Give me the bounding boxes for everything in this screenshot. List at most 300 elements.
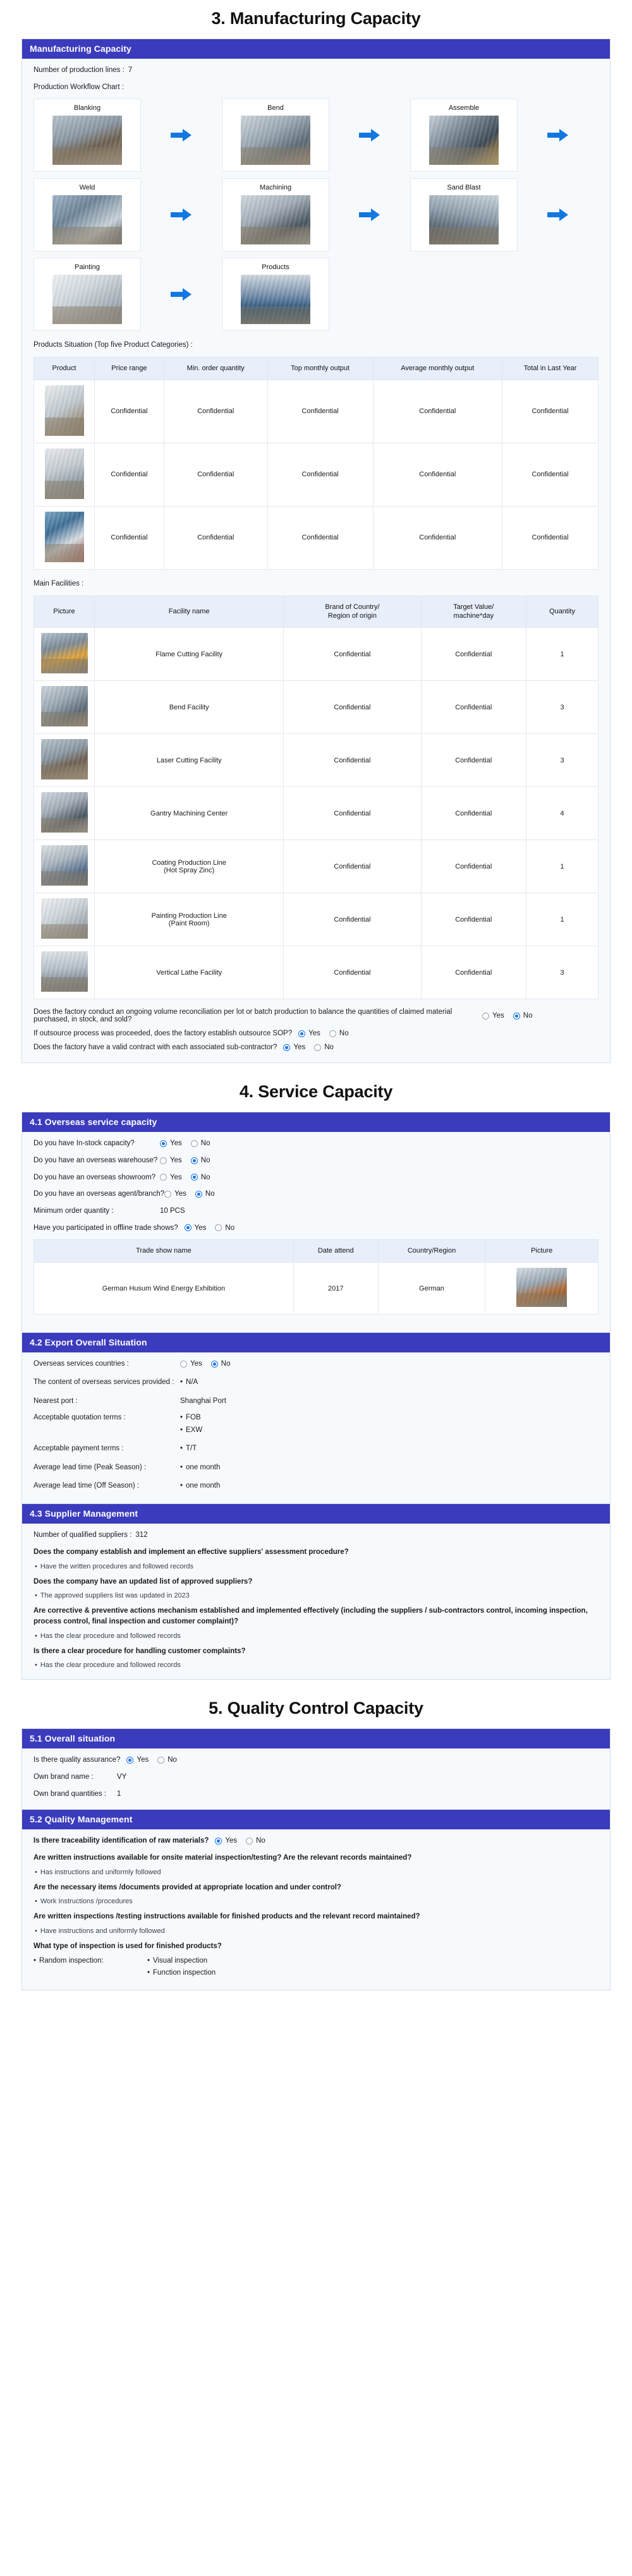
flow-arrow-icon [141, 263, 222, 326]
own-brand-name-value: VY [117, 1773, 127, 1781]
lead-time-off-row [33, 1481, 599, 1493]
table-header-row [34, 1240, 599, 1263]
workflow-card-machining [222, 178, 329, 251]
minimum-order-quantity-value: 10 PCS [160, 1207, 185, 1215]
supplier-answer-2: • The approved suppliers list was updated in 2023 [33, 1592, 599, 1599]
minimum-order-quantity-row [33, 1206, 599, 1217]
radio-dot [180, 1361, 187, 1368]
quality-question-3: Are written inspections /testing instructions available for finished products and the relevant record maintained? [33, 1913, 420, 1921]
workflow-step-label: Weld [79, 184, 95, 192]
question-traceability-label: Is there traceability identification of raw materials? [33, 1837, 209, 1845]
workflow-photo-bend [241, 116, 310, 165]
radio-label: No [523, 1012, 533, 1020]
question-overseas-agent [33, 1189, 599, 1200]
cell-brand-origin: Confidential [284, 840, 421, 893]
table-row [34, 946, 599, 999]
cell-date-attend: 2017 [293, 1263, 378, 1315]
col-date-attend: Date attend [293, 1240, 378, 1263]
quality-answer-3: • Have instructions and uniformly followed [33, 1927, 599, 1935]
col-min-order-quantity: Min. order quantity [164, 358, 267, 380]
facility-picture-cell [34, 787, 95, 840]
production-lines-label: Number of production lines : [33, 66, 125, 74]
facility-picture-cell [34, 840, 95, 893]
radio-dot [298, 1030, 305, 1037]
own-brand-name-row [33, 1772, 599, 1783]
flow-arrow-icon [518, 104, 599, 167]
cell-facility-name: Vertical Lathe Facility [95, 946, 284, 999]
workflow-photo-sand-blast [429, 195, 499, 244]
facility-thumbnail [41, 898, 88, 939]
quality-question-1: Are written instructions available for onsite material inspection/testing? Are the relevant records maintained? [33, 1853, 412, 1862]
flow-arrow-icon [518, 183, 599, 246]
facility-picture-cell [34, 893, 95, 946]
radio-label: Yes [194, 1224, 207, 1232]
facility-name-line1: Coating Production Line [152, 858, 226, 867]
question-subcontractor-contract-label: Does the factory have a valid contract with each associated sub-contractor? [33, 1044, 277, 1052]
col-country-region: Country/Region [378, 1240, 485, 1263]
workflow-step-label: Blanking [73, 104, 101, 112]
lead-time-off-label: Average lead time (Off Season) : [33, 1481, 140, 1490]
overseas-services-content-row [33, 1377, 599, 1390]
supplier-question-2: Does the company have an updated list of approved suppliers? [33, 1577, 253, 1586]
payment-term-value: • T/T [180, 1443, 197, 1454]
workflow-card-blanking [33, 99, 141, 172]
cell-min-order-quantity: Confidential [164, 506, 267, 569]
cell-top-monthly-output: Confidential [267, 380, 373, 443]
radio-group-outsource-sop[interactable] [298, 1030, 348, 1037]
radio-group-quality-assurance[interactable] [126, 1755, 176, 1766]
cell-quantity: 3 [526, 946, 599, 999]
radio-outsource-sop-yes[interactable] [298, 1030, 320, 1037]
table-row [34, 506, 599, 569]
radio-outsource-sop-no[interactable] [329, 1030, 349, 1037]
product-picture-cell [34, 380, 95, 443]
cell-target-value: Confidential [421, 734, 526, 787]
cell-quantity: 4 [526, 787, 599, 840]
workflow-step-label: Assemble [448, 104, 480, 112]
cell-brand-origin: Confidential [284, 628, 421, 681]
section-3-title: 3. Manufacturing Capacity [211, 9, 421, 28]
supplier-answer-4: • Has the clear procedure and followed records [33, 1661, 599, 1669]
question-outsource-sop [33, 1030, 599, 1037]
production-lines-value: 7 [128, 66, 133, 74]
trade-show-table [33, 1239, 599, 1315]
radio-volume-reconciliation-yes[interactable] [482, 1012, 504, 1020]
question-trade-shows [33, 1223, 599, 1234]
cell-brand-origin: Confidential [284, 946, 421, 999]
radio-dot [329, 1030, 336, 1037]
radio-showroom-no[interactable] [191, 1172, 210, 1183]
radio-group-overseas-countries[interactable] [180, 1359, 230, 1369]
supplier-answer-1: • Have the written procedures and followed records [33, 1563, 599, 1570]
cell-target-value: Confidential [421, 946, 526, 999]
radio-volume-reconciliation-no[interactable] [513, 1012, 533, 1020]
workflow-step-label: Painting [75, 263, 100, 272]
radio-dot [215, 1838, 222, 1845]
main-facilities-table [33, 596, 599, 1000]
quality-management-panel [21, 1810, 611, 1990]
supplier-question-3: Are corrective & preventive actions mechanism established and implemented effectively (including the suppliers / sub-contractors control, incoming inspection, process control, final inspection and customer complaint)? [33, 1607, 588, 1625]
question-outsource-sop-label: If outsource process was proceeded, does the factory establish outsource SOP? [33, 1030, 293, 1038]
question-trade-shows-label: Have you participated in offline trade shows? [33, 1224, 178, 1232]
inspection-type-right: • Visual inspection [147, 1957, 216, 1965]
radio-label: Yes [137, 1756, 149, 1764]
question-instock-capacity [33, 1138, 599, 1149]
question-quality-assurance-label: Is there quality assurance? [33, 1756, 121, 1764]
inspection-type-answer [33, 1957, 599, 1981]
radio-overseas-countries-no[interactable] [211, 1359, 231, 1369]
overseas-countries-label: Overseas services countries : [33, 1360, 129, 1368]
lead-time-off-value: • one month [180, 1481, 220, 1491]
radio-instock-no[interactable] [191, 1138, 210, 1149]
flow-arrow-icon [329, 183, 410, 246]
question-quality-assurance [33, 1755, 599, 1766]
workflow-photo-machining [241, 195, 310, 244]
radio-tradeshow-yes[interactable] [185, 1223, 207, 1234]
product-thumbnail [45, 448, 84, 499]
radio-warehouse-yes[interactable] [160, 1155, 182, 1166]
workflow-chart-label-row [33, 82, 599, 93]
facility-name-line2: (Hot Spray Zinc) [164, 866, 215, 874]
table-row [34, 443, 599, 506]
workflow-step [33, 178, 222, 251]
cell-facility-name [95, 840, 284, 893]
cell-price-range: Confidential [95, 380, 164, 443]
cell-average-monthly-output: Confidential [373, 443, 502, 506]
quotation-term-value: • EXW [180, 1425, 202, 1436]
flow-arrow-icon [141, 183, 222, 246]
qualified-suppliers-value: 312 [135, 1531, 148, 1539]
product-picture-cell [34, 506, 95, 569]
production-lines-row [33, 65, 599, 76]
cell-total-last-year: Confidential [502, 506, 599, 569]
radio-dot [283, 1044, 290, 1051]
supplier-question-4: Is there a clear procedure for handling customer complaints? [33, 1647, 246, 1655]
quotation-terms-label: Acceptable quotation terms : [33, 1413, 126, 1421]
radio-group-volume-reconciliation[interactable] [482, 1012, 532, 1020]
question-overseas-agent-label: Do you have an overseas agent/branch? [33, 1190, 165, 1198]
cell-average-monthly-output: Confidential [373, 506, 502, 569]
col-total-last-year: Total in Last Year [502, 358, 599, 380]
quality-question-2: Are the necessary items /documents provided at appropriate location and under control? [33, 1883, 341, 1891]
radio-group-instock-capacity[interactable] [160, 1138, 210, 1149]
section-5-title: 5. Quality Control Capacity [209, 1699, 423, 1718]
question-overseas-showroom-label: Do you have an overseas showroom? [33, 1173, 156, 1181]
question-traceability [33, 1836, 599, 1846]
workflow-card-sand-blast [410, 178, 518, 251]
radio-dot [160, 1157, 167, 1164]
manufacturing-capacity-bar: Manufacturing Capacity [22, 39, 610, 59]
table-row [34, 893, 599, 946]
export-overall-situation-panel [21, 1333, 611, 1504]
facility-picture-cell [34, 734, 95, 787]
radio-label: No [205, 1190, 215, 1198]
radio-label: Yes [174, 1190, 186, 1198]
cell-quantity: 3 [526, 681, 599, 734]
supplier-question-1: Does the company establish and implement an effective suppliers' assessment procedure? [33, 1548, 349, 1556]
cell-brand-origin: Confidential [284, 681, 421, 734]
minimum-order-quantity-label: Minimum order quantity : [33, 1207, 114, 1215]
cell-min-order-quantity: Confidential [164, 443, 267, 506]
cell-trade-show-name: German Husum Wind Energy Exhibition [34, 1263, 294, 1315]
cell-country-region: German [378, 1263, 485, 1315]
flow-arrow-icon [329, 104, 410, 167]
radio-traceability-no[interactable] [246, 1836, 265, 1846]
cell-target-value: Confidential [421, 787, 526, 840]
workflow-step-label: Sand Blast [447, 184, 481, 192]
radio-label: Yes [293, 1044, 306, 1052]
cell-target-value: Confidential [421, 628, 526, 681]
radio-group-overseas-agent[interactable] [164, 1189, 214, 1200]
question-subcontractor-contract [33, 1044, 599, 1051]
workflow-step-label: Products [262, 263, 289, 272]
radio-dot [160, 1174, 167, 1181]
col-quantity: Quantity [526, 596, 599, 628]
radio-label: Yes [170, 1156, 182, 1164]
cell-facility-name: Bend Facility [95, 681, 284, 734]
manufacturing-capacity-panel [21, 39, 611, 1063]
cell-facility-name: Gantry Machining Center [95, 787, 284, 840]
radio-subcontractor-contract-yes[interactable] [283, 1044, 305, 1051]
workflow-step [33, 99, 222, 172]
col-top-monthly-output: Top monthly output [267, 358, 373, 380]
product-thumbnail [45, 385, 84, 436]
radio-group-traceability[interactable] [215, 1836, 265, 1846]
radio-dot [513, 1013, 520, 1020]
cell-top-monthly-output: Confidential [267, 506, 373, 569]
table-header-row [34, 358, 599, 380]
cell-total-last-year: Confidential [502, 380, 599, 443]
cell-facility-name: Laser Cutting Facility [95, 734, 284, 787]
production-workflow-chart [33, 99, 599, 331]
radio-group-overseas-showroom[interactable] [160, 1172, 210, 1183]
lead-time-peak-value: • one month [180, 1462, 220, 1473]
radio-label: No [339, 1030, 349, 1038]
nearest-port-label: Nearest port : [33, 1397, 78, 1405]
question-overseas-warehouse [33, 1155, 599, 1166]
workflow-card-weld [33, 178, 141, 251]
workflow-step [222, 258, 410, 331]
radio-showroom-yes[interactable] [160, 1172, 182, 1183]
main-facilities-label: Main Facilities : [33, 579, 84, 587]
radio-warehouse-no[interactable] [191, 1155, 210, 1166]
section-4-title: 4. Service Capacity [239, 1082, 393, 1102]
cell-total-last-year: Confidential [502, 443, 599, 506]
radio-label: Yes [225, 1837, 238, 1845]
cell-price-range: Confidential [95, 506, 164, 569]
cell-brand-origin: Confidential [284, 893, 421, 946]
radio-label: Yes [492, 1012, 504, 1020]
flow-arrow-icon [141, 104, 222, 167]
radio-label: No [225, 1224, 235, 1232]
cell-brand-origin: Confidential [284, 787, 421, 840]
radio-agent-yes[interactable] [164, 1189, 186, 1200]
radio-label: Yes [170, 1140, 182, 1148]
col-target-value [421, 596, 526, 628]
products-situation-label-row [33, 340, 599, 351]
radio-overseas-countries-yes[interactable] [180, 1359, 202, 1369]
radio-dot [482, 1013, 489, 1020]
workflow-card-painting [33, 258, 141, 331]
radio-label: No [200, 1140, 210, 1148]
payment-terms-row [33, 1443, 599, 1456]
quality-answer-1: • Has instructions and uniformly followed [33, 1869, 599, 1876]
radio-group-overseas-warehouse[interactable] [160, 1155, 210, 1166]
inspection-type-left: • Random inspection: [33, 1957, 104, 1965]
cell-target-value: Confidential [421, 681, 526, 734]
facility-thumbnail [41, 686, 88, 726]
workflow-photo-weld [52, 195, 122, 244]
cell-picture [485, 1263, 599, 1315]
radio-dot [191, 1140, 198, 1147]
radio-label: No [167, 1756, 177, 1764]
facility-thumbnail [41, 845, 88, 886]
radio-subcontractor-contract-no[interactable] [314, 1044, 334, 1051]
facility-picture-cell [34, 681, 95, 734]
facility-picture-cell [34, 946, 95, 999]
overall-situation-panel [21, 1728, 611, 1810]
workflow-photo-products [241, 275, 310, 324]
payment-terms-label: Acceptable payment terms : [33, 1445, 124, 1453]
radio-label: Yes [190, 1360, 202, 1368]
radio-group-trade-shows[interactable] [185, 1223, 234, 1234]
radio-label: Yes [170, 1173, 182, 1181]
workflow-card-assemble [410, 99, 518, 172]
radio-traceability-yes[interactable] [215, 1836, 237, 1846]
own-brand-quantities-value: 1 [117, 1790, 121, 1798]
products-situation-label: Products Situation (Top five Product Categories) : [33, 341, 193, 349]
radio-label: No [324, 1044, 334, 1052]
radio-label: Yes [308, 1030, 320, 1038]
lead-time-peak-row [33, 1462, 599, 1475]
radio-dot [164, 1191, 171, 1198]
cell-quantity: 1 [526, 628, 599, 681]
facility-thumbnail [41, 792, 88, 833]
radio-dot [185, 1224, 191, 1231]
inspection-type-right: • Function inspection [147, 1969, 216, 1977]
overseas-service-capacity-panel [21, 1112, 611, 1333]
qualified-suppliers-label: Number of qualified suppliers : [33, 1531, 132, 1539]
radio-dot [211, 1361, 218, 1368]
table-row [34, 681, 599, 734]
question-volume-reconciliation-label: Does the factory conduct an ongoing volume reconciliation per lot or batch production to balance the quantities of claimed material purchased, in stock, and sold? [33, 1008, 453, 1024]
radio-label: No [256, 1837, 265, 1845]
table-row [34, 787, 599, 840]
overseas-services-content-value: • N/A [180, 1377, 198, 1388]
radio-dot [246, 1838, 253, 1845]
products-situation-table [33, 357, 599, 570]
facility-name-line2: (Paint Room) [168, 919, 210, 927]
col-picture: Picture [485, 1240, 599, 1263]
workflow-step [410, 99, 599, 172]
radio-dot [191, 1174, 198, 1181]
workflow-step-label: Bend [267, 104, 284, 112]
col-brand-origin [284, 596, 421, 628]
radio-quality-assurance-yes[interactable] [126, 1755, 149, 1766]
nearest-port-row [33, 1396, 599, 1407]
col-brand-origin-line2: Region of origin [327, 612, 377, 620]
workflow-step [222, 99, 410, 172]
col-average-monthly-output: Average monthly output [373, 358, 502, 380]
radio-dot [157, 1757, 164, 1764]
nearest-port-value: Shanghai Port [180, 1397, 226, 1405]
radio-dot [160, 1140, 167, 1147]
own-brand-quantities-row [33, 1789, 599, 1800]
workflow-empty-cell [410, 258, 599, 331]
cell-min-order-quantity: Confidential [164, 380, 267, 443]
col-brand-origin-line1: Brand of Country/ [325, 603, 380, 611]
workflow-photo-blanking [52, 116, 122, 165]
product-picture-cell [34, 443, 95, 506]
facility-thumbnail [41, 951, 88, 992]
col-price-range: Price range [95, 358, 164, 380]
radio-dot [215, 1224, 222, 1231]
facility-picture-cell [34, 628, 95, 681]
qualified-suppliers-row [33, 1530, 599, 1541]
supplier-answer-3: • Has the clear procedure and followed records [33, 1632, 599, 1640]
col-product: Product [34, 358, 95, 380]
cell-quantity: 1 [526, 893, 599, 946]
table-row [34, 380, 599, 443]
workflow-step [410, 178, 599, 251]
lead-time-peak-label: Average lead time (Peak Season) : [33, 1463, 147, 1471]
radio-dot [126, 1757, 133, 1764]
own-brand-name-label: Own brand name : [33, 1773, 94, 1781]
overseas-countries-row [33, 1359, 599, 1371]
radio-dot [195, 1191, 202, 1198]
radio-tradeshow-no[interactable] [215, 1223, 234, 1234]
table-row [34, 1263, 599, 1315]
main-facilities-label-row [33, 579, 599, 589]
radio-group-subcontractor-contract[interactable] [283, 1044, 333, 1051]
radio-label: No [221, 1360, 231, 1368]
own-brand-quantities-label: Own brand quantities : [33, 1790, 107, 1798]
question-overseas-showroom [33, 1172, 599, 1183]
overseas-services-content-label: The content of overseas services provided : [33, 1378, 174, 1387]
cell-target-value: Confidential [421, 893, 526, 946]
cell-top-monthly-output: Confidential [267, 443, 373, 506]
cell-price-range: Confidential [95, 443, 164, 506]
cell-quantity: 3 [526, 734, 599, 787]
cell-target-value: Confidential [421, 840, 526, 893]
quality-answer-2: • Work Instructions /procedures [33, 1898, 599, 1905]
radio-instock-yes[interactable] [160, 1138, 182, 1149]
quality-question-4: What type of inspection is used for finished products? [33, 1942, 222, 1950]
workflow-chart-label: Production Workflow Chart : [33, 83, 124, 91]
cell-facility-name: Flame Cutting Facility [95, 628, 284, 681]
bar-5-2: 5.2 Quality Management [22, 1810, 610, 1829]
bar-5-1: 5.1 Overall situation [22, 1729, 610, 1748]
col-picture: Picture [34, 596, 95, 628]
quotation-term-value: • FOB [180, 1412, 202, 1423]
bar-4-3: 4.3 Supplier Management [22, 1504, 610, 1524]
col-target-value-line1: Target Value/ [453, 603, 494, 611]
cell-average-monthly-output: Confidential [373, 380, 502, 443]
question-overseas-warehouse-label: Do you have an overseas warehouse? [33, 1156, 158, 1164]
question-volume-reconciliation [33, 1008, 599, 1023]
question-instock-capacity-label: Do you have In-stock capacity? [33, 1140, 135, 1148]
workflow-step [222, 178, 410, 251]
radio-dot [191, 1157, 198, 1164]
supplier-management-panel [21, 1504, 611, 1680]
facility-name-line1: Painting Production Line [151, 912, 227, 920]
radio-agent-no[interactable] [195, 1189, 215, 1200]
radio-quality-assurance-no[interactable] [157, 1755, 177, 1766]
radio-label: No [200, 1156, 210, 1164]
cell-brand-origin: Confidential [284, 734, 421, 787]
bar-4-1: 4.1 Overseas service capacity [22, 1112, 610, 1132]
workflow-photo-painting [52, 275, 122, 324]
